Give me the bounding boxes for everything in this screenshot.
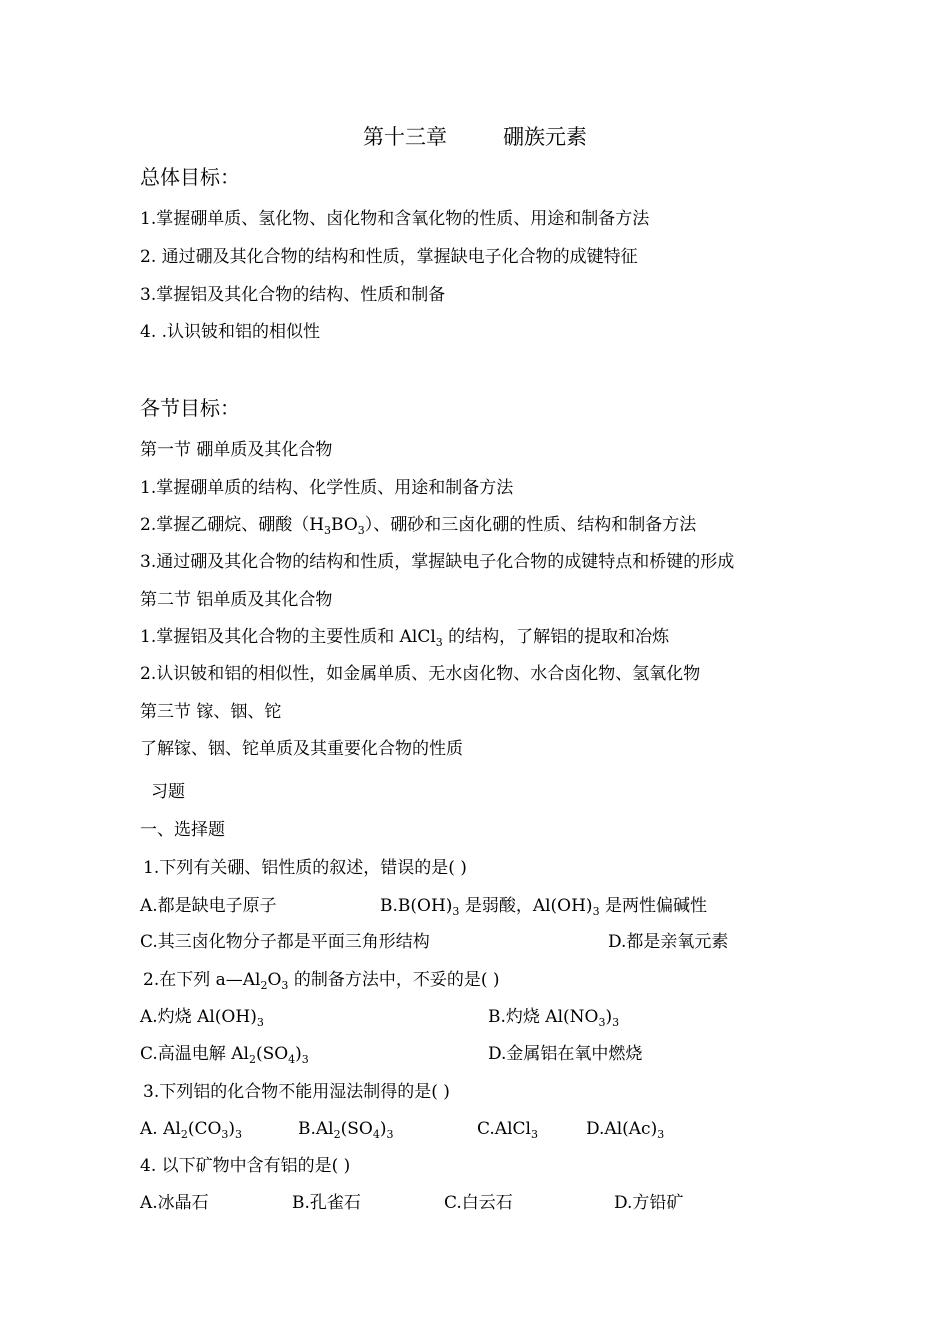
chapter-name: 硼族元素 [503, 125, 587, 149]
text: B.B(OH) [380, 896, 453, 916]
exercises-heading: 习题 [151, 782, 185, 802]
q3-option-c [477, 1118, 538, 1140]
text: A.灼烧 Al(OH) [140, 1007, 257, 1027]
subscript: 3 [221, 1128, 229, 1141]
text: 2.掌握乙硼烷、硼酸（H [140, 515, 325, 535]
overall-goal-1: 1.掌握硼单质、氢化物、卤化物和含氧化物的性质、用途和制备方法 [140, 209, 650, 229]
text: O [267, 970, 282, 990]
overall-goal-3: 3.掌握铝及其化合物的结构、性质和制备 [140, 285, 446, 305]
subscript: 3 [530, 1128, 538, 1141]
section-1-title: 第一节 硼单质及其化合物 [140, 440, 333, 460]
text: 的制备方法中，不妥的是( ) [288, 970, 500, 990]
text: (SO [340, 1119, 373, 1139]
subscript: 2 [260, 979, 268, 992]
q1-option-d: D.都是亲氧元素 [608, 932, 729, 952]
subscript: 3 [612, 1016, 620, 1029]
text: B.Al [298, 1119, 334, 1139]
q2-option-b [488, 1006, 619, 1028]
text: C.高温电解 Al [140, 1044, 249, 1064]
text: ）、硼砂和三卤化硼的性质、结构和制备方法 [364, 515, 697, 535]
subscript: 3 [598, 1016, 606, 1029]
q4-option-d: D.方铅矿 [614, 1193, 684, 1213]
overall-goals-heading: 总体目标： [140, 165, 240, 189]
q4-option-c: C.白云石 [444, 1193, 513, 1213]
text: 2.在下列 a—Al [143, 970, 261, 990]
q2-option-a [140, 1006, 264, 1028]
section-2-goal-1 [140, 626, 669, 648]
section-2-title: 第二节 铝单质及其化合物 [140, 590, 333, 610]
section-1-goal-2 [140, 514, 696, 536]
subscript: 3 [301, 1053, 309, 1066]
subscript: 3 [592, 905, 600, 918]
question-1: 1.下列有关硼、铝性质的叙述，错误的是( ) [143, 858, 467, 878]
subscript: 2 [333, 1128, 341, 1141]
text: 的结构，了解铝的提取和冶炼 [442, 627, 670, 647]
text: C.AlCl [477, 1119, 531, 1139]
subscript: 3 [435, 636, 443, 649]
overall-goal-2: 2. 通过硼及其化合物的结构和性质，掌握缺电子化合物的成键特征 [140, 247, 638, 267]
q2-option-d: D.金属铝在氧中燃烧 [488, 1044, 643, 1064]
section-1-goal-1: 1.掌握硼单质的结构、化学性质、用途和制备方法 [140, 478, 514, 498]
subscript: 4 [372, 1128, 380, 1141]
text: ) [605, 1007, 613, 1027]
text: (CO [187, 1119, 222, 1139]
question-3: 3.下列铝的化合物不能用湿法制得的是( ) [143, 1082, 450, 1102]
question-2 [143, 969, 500, 991]
text: D.Al(Ac) [586, 1119, 658, 1139]
subscript: 3 [281, 979, 289, 992]
q3-option-a [140, 1118, 242, 1140]
subscript: 4 [288, 1053, 296, 1066]
section-3-goal-1: 了解镓、铟、铊单质及其重要化合物的性质 [140, 739, 463, 759]
subscript: 3 [324, 524, 332, 537]
q1-option-a: A.都是缺电子原子 [140, 896, 277, 916]
text: (SO [255, 1044, 289, 1064]
subscript: 3 [657, 1128, 665, 1141]
section-3-title: 第三节 镓、铟、铊 [140, 702, 282, 722]
chapter-number: 第十三章 [363, 125, 447, 149]
subscript: 3 [386, 1128, 394, 1141]
subscript: 3 [235, 1128, 243, 1141]
question-4: 4. 以下矿物中含有铝的是( ) [140, 1156, 351, 1176]
q3-option-d [586, 1118, 664, 1140]
section-2-goal-2: 2.认识铍和铝的相似性，如金属单质、无水卤化物、水合卤化物、氢氧化物 [140, 664, 701, 684]
q2-option-c [140, 1043, 309, 1065]
subscript: 2 [248, 1053, 256, 1066]
text: ) [379, 1119, 387, 1139]
subscript: 3 [357, 524, 365, 537]
overall-goal-4: 4. .认识铍和铝的相似性 [140, 322, 321, 342]
q1-option-c: C.其三卤化物分子都是平面三角形结构 [140, 932, 430, 952]
text: 是弱酸，Al(OH) [459, 896, 593, 916]
chapter-title [0, 124, 950, 150]
q1-option-b [380, 895, 707, 917]
subscript: 2 [180, 1128, 188, 1141]
text: A. Al [140, 1119, 181, 1139]
q4-option-b: B.孔雀石 [292, 1193, 361, 1213]
exercises-part-1: 一、选择题 [140, 820, 225, 840]
text: 1.掌握铝及其化合物的主要性质和 AlCl [140, 627, 436, 647]
text: B.灼烧 Al(NO [488, 1007, 599, 1027]
text: ) [295, 1044, 302, 1064]
q4-option-a: A.冰晶石 [140, 1193, 209, 1213]
text: BO [331, 515, 358, 535]
section-goals-heading: 各节目标： [140, 396, 240, 420]
section-1-goal-3: 3.通过硼及其化合物的结构和性质，掌握缺电子化合物的成键特点和桥键的形成 [140, 552, 735, 572]
subscript: 3 [452, 905, 460, 918]
subscript: 3 [256, 1016, 264, 1029]
text: 是两性偏碱性 [599, 896, 707, 916]
q3-option-b [298, 1118, 393, 1140]
text: ) [228, 1119, 236, 1139]
